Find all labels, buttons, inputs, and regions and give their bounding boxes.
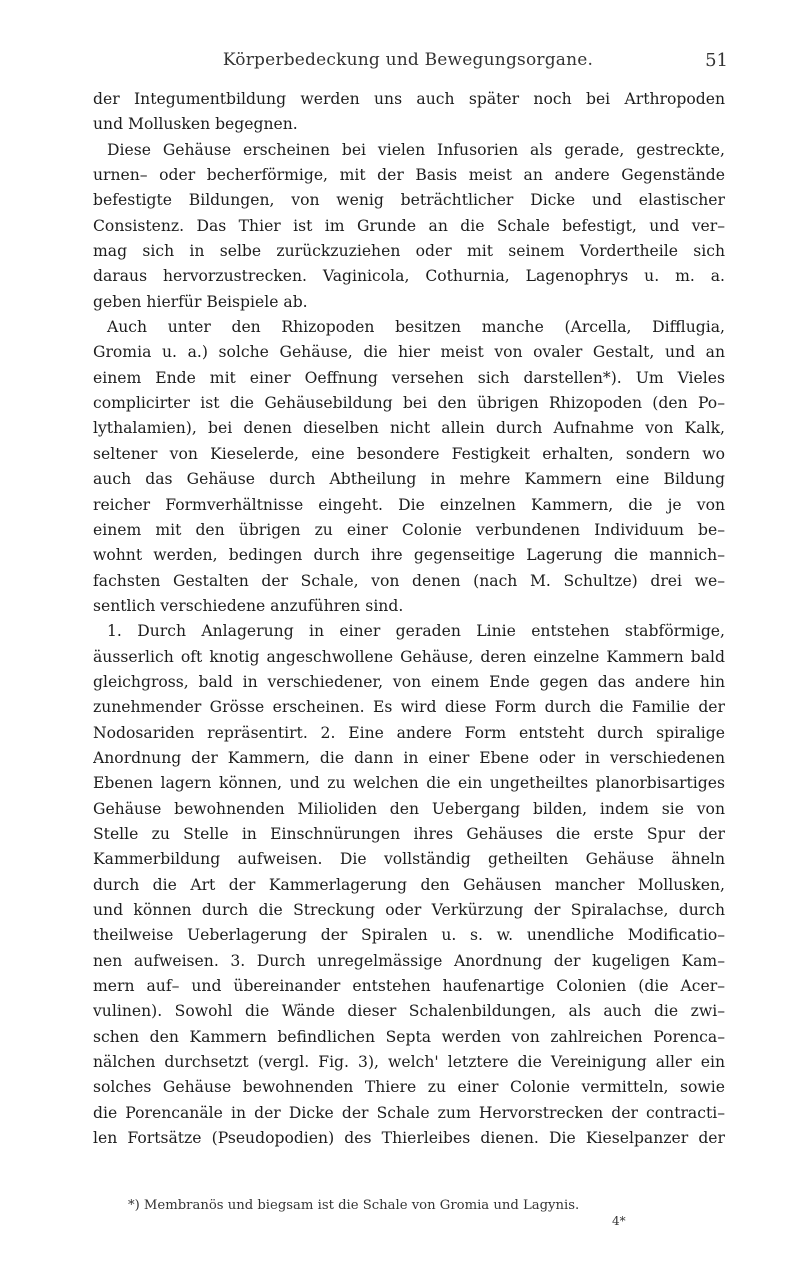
printer-signature: 4*	[612, 1214, 626, 1228]
text-line: solches Gehäuse bewohnenden Thiere zu einer Colonie vermitteln, sowie	[93, 1078, 725, 1097]
text-line: Stelle zu Stelle in Einschnürungen ihres Gehäuses die erste Spur der	[93, 824, 725, 843]
text-line: auch das Gehäuse durch Abtheilung in mehre Kammern eine Bildung	[93, 470, 725, 489]
text-line: mern auf– und übereinander entstehen haufenartige Colonien (die Acer–	[93, 977, 725, 996]
text-line: geben hierfür Beispiele ab.	[93, 292, 308, 311]
text-line: Auch unter den Rhizopoden besitzen manche (Arcella, Difflugia,	[107, 318, 725, 337]
text-line: mag sich in selbe zurückzuziehen oder mit seinem Vordertheile sich	[93, 242, 725, 261]
text-line: nälchen durchsetzt (vergl. Fig. 3), welch' letztere die Vereinigung aller ein	[93, 1053, 725, 1072]
text-line: theilweise Ueberlagerung der Spiralen u. s. w. unendliche Modificatio–	[93, 926, 725, 945]
text-line: äusserlich oft knotig angeschwollene Gehäuse, deren einzelne Kammern bald	[93, 647, 725, 666]
text-line: einem mit den übrigen zu einer Colonie verbundenen Individuum be–	[93, 520, 725, 539]
text-line: einem Ende mit einer Oeffnung versehen sich darstellen*). Um Vieles	[93, 368, 725, 387]
text-line: Nodosariden repräsentirt. 2. Eine andere Form entsteht durch spiralige	[93, 723, 725, 742]
text-line: nen aufweisen. 3. Durch unregelmässige Anordnung der kugeligen Kam–	[93, 951, 725, 970]
text-line: Gromia u. a.) solche Gehäuse, die hier meist von ovaler Gestalt, und an	[93, 343, 725, 362]
text-line: Gehäuse bewohnenden Milioliden den Uebergang bilden, indem sie von	[93, 799, 725, 818]
text-line: Consistenz. Das Thier ist im Grunde an die Schale befestigt, und ver–	[93, 216, 725, 235]
text-line: Kammerbildung aufweisen. Die vollständig getheilten Gehäuse ähneln	[93, 850, 725, 869]
body-text	[93, 87, 725, 1151]
text-line: daraus hervorzustrecken. Vaginicola, Cothurnia, Lagenophrys u. m. a.	[93, 267, 725, 286]
text-line: lythalamien), bei denen dieselben nicht allein durch Aufnahme von Kalk,	[93, 419, 725, 438]
text-line: sentlich verschiedene anzuführen sind.	[93, 596, 404, 615]
text-line: befestigte Bildungen, von wenig beträchtlicher Dicke und elastischer	[93, 191, 725, 210]
text-line: 1. Durch Anlagerung in einer geraden Linie entstehen stabförmige,	[107, 622, 725, 641]
text-line: len Fortsätze (Pseudopodien) des Thierleibes dienen. Die Kieselpanzer der	[93, 1129, 725, 1148]
text-line: fachsten Gestalten der Schale, von denen (nach M. Schultze) drei we–	[93, 571, 725, 590]
text-line: gleichgross, bald in verschiedener, von einem Ende gegen das andere hin	[93, 672, 725, 691]
running-head	[88, 50, 728, 80]
footnote	[93, 1197, 725, 1215]
footnote-text: *) Membranös und biegsam ist die Schale von Gromia und Lagynis.	[128, 1198, 580, 1213]
text-line: zunehmender Grösse erscheinen. Es wird diese Form durch die Familie der	[93, 698, 725, 717]
text-line: complicirter ist die Gehäusebildung bei den übrigen Rhizopoden (den Po–	[93, 394, 725, 413]
text-line: Anordnung der Kammern, die dann in einer Ebene oder in verschiedenen	[93, 748, 725, 767]
text-line: schen den Kammern befindlichen Septa werden von zahlreichen Porenca–	[93, 1027, 725, 1046]
text-line: vulinen). Sowohl die Wände dieser Schalenbildungen, als auch die zwi–	[93, 1002, 725, 1021]
text-line: urnen– oder becherförmige, mit der Basis meist an andere Gegenstände	[93, 166, 725, 185]
text-line: seltener von Kieselerde, eine besondere Festigkeit erhalten, sondern wo	[93, 444, 725, 463]
text-line: Ebenen lagern können, und zu welchen die ein ungetheiltes planorbisartiges	[93, 774, 725, 793]
running-title: Körperbedeckung und Bewegungsorgane.	[222, 50, 594, 70]
text-line: Diese Gehäuse erscheinen bei vielen Infusorien als gerade, gestreckte,	[107, 140, 725, 159]
text-line: die Porencanäle in der Dicke der Schale zum Hervorstrecken der contracti–	[93, 1103, 725, 1122]
text-line: und können durch die Streckung oder Verkürzung der Spiralachse, durch	[93, 901, 725, 919]
text-line: durch die Art der Kammerlagerung den Gehäusen mancher Mollusken,	[93, 875, 725, 894]
text-line: der Integumentbildung werden uns auch später noch bei Arthropoden	[93, 90, 725, 108]
text-line: wohnt werden, bedingen durch ihre gegenseitige Lagerung die mannich–	[93, 546, 725, 565]
page-number: 51	[705, 50, 728, 71]
text-line: reicher Formverhältnisse eingeht. Die einzelnen Kammern, die je von	[93, 495, 725, 514]
text-line: und Mollusken begegnen.	[93, 115, 298, 134]
